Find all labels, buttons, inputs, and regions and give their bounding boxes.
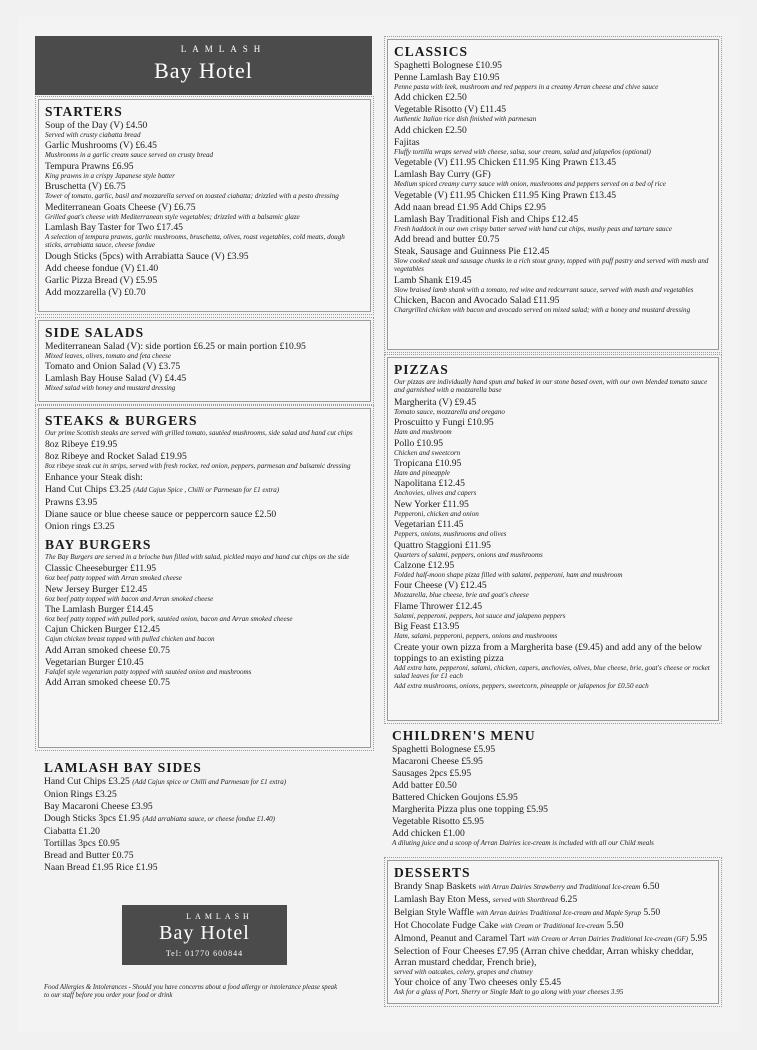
menu-item xyxy=(394,519,712,538)
menu-item-name: Pollo £10.95 xyxy=(394,437,444,449)
menu-item-extra: with Cream or Arran Dairies Traditional Ice-cream (GF) xyxy=(527,935,688,943)
menu-item xyxy=(394,642,712,681)
menu-item-description: Cajun chicken breast topped with pulled chicken and bacon xyxy=(45,635,215,644)
menu-item xyxy=(44,862,365,873)
menu-item-extra: (Add Cajun spice or Chilli and Parmesan for £1 extra) xyxy=(132,778,287,786)
menu-item xyxy=(45,563,364,582)
menu-item-name: Garlic Pizza Bread (V) £5.95 xyxy=(45,274,158,286)
menu-item-name: New Jersey Burger £12.45 xyxy=(45,583,148,595)
menu-item-name: Ciabatta £1.20 xyxy=(44,826,100,837)
menu-item xyxy=(45,341,364,360)
menu-item xyxy=(394,295,712,314)
menu-item xyxy=(394,92,712,103)
menu-item xyxy=(394,214,712,233)
starters-section xyxy=(38,99,371,312)
menu-item-name: Lamb Shank £19.45 xyxy=(394,274,472,286)
menu-item-description: Mushrooms in a garlic cream sauce served on crusty bread xyxy=(45,151,214,160)
side-salads-section xyxy=(38,320,371,402)
menu-item-name: Add chicken £2.50 xyxy=(394,92,467,104)
menu-item-name: Four Cheese (V) £12.45 xyxy=(394,580,487,592)
menu-item xyxy=(392,828,714,847)
menu-item-description: Anchovies, olives and capers xyxy=(394,489,477,498)
menu-item xyxy=(394,246,712,274)
menu-item-name: Vegetarian £11.45 xyxy=(394,519,464,531)
menu-item-name: Bruschetta (V) £6.75 xyxy=(45,181,126,193)
menu-item-description: Falafel style vegetarian patty topped with sautéed onion and mushrooms xyxy=(45,667,252,676)
menu-item-name: Vegetable (V) £11.95 Chicken £11.95 King Prawn £13.45 xyxy=(394,189,617,201)
childrens-heading: CHILDREN'S MENU xyxy=(392,728,536,743)
menu-item xyxy=(394,499,712,518)
menu-item-extra: with Arran dairies Traditional Ice-cream and Maple Syrup xyxy=(476,909,641,917)
menu-item xyxy=(45,624,364,643)
menu-item xyxy=(45,657,364,676)
menu-item xyxy=(392,780,714,791)
menu-item xyxy=(45,222,364,250)
menu-item xyxy=(45,497,364,508)
menu-item-name: Hand Cut Chips £3.25 (Add Cajun spice or Chilli and Parmesan for £1 extra) xyxy=(44,776,287,787)
menu-item xyxy=(45,439,364,450)
menu-item xyxy=(394,104,712,123)
menu-item-description: Add extra mushrooms, onions, peppers, sweetcorn, pineapple or jalapenos for £0.50 each xyxy=(394,681,649,690)
menu-item-name: Spaghetti Bolognese £5.95 xyxy=(392,744,496,755)
menu-item xyxy=(45,645,364,656)
menu-item-price: 5.50 xyxy=(606,920,624,931)
menu-item-name: Vegetable Risotto £5.95 xyxy=(392,816,484,827)
menu-item xyxy=(394,125,712,136)
menu-item xyxy=(394,60,712,71)
menu-item xyxy=(45,140,364,159)
menu-item-description: Folded half-moon shape pizza filled with salami, pepperoni, ham and mushroom xyxy=(394,571,623,580)
menu-item-name: Mediterranean Goats Cheese (V) £6.75 xyxy=(45,201,196,213)
menu-item xyxy=(45,161,364,180)
menu-item xyxy=(394,275,712,294)
logo-telephone: Tel: 01770 600844 xyxy=(165,949,244,958)
logo-bay-hotel-text: Bay Hotel xyxy=(154,58,253,83)
menu-item-name: Napolitana £12.45 xyxy=(394,478,465,490)
menu-item-name: Lamlash Bay Taster for Two £17.45 xyxy=(45,222,183,234)
menu-item-description: Penne pasta with leek, mushroom and red peppers in a creamy Arran cheese and chive sauce xyxy=(394,83,659,91)
menu-item-name: Vegetable (V) £11.95 Chicken £11.95 King Prawn £13.45 xyxy=(394,157,617,169)
menu-item-name: Calzone £12.95 xyxy=(394,560,455,572)
menu-item-description: A diluting juice and a scoop of Arran Dairies ice-cream is included with all our Child meals xyxy=(392,839,654,847)
menu-item-description: Slow braised lamb shank with a tomato, red wine and redcurrant sauce, served with mash and vegetables xyxy=(394,285,694,294)
menu-item-description: Chicken and sweetcorn xyxy=(394,448,461,457)
menu-item xyxy=(394,397,712,416)
menu-item-name: Selection of Four Cheeses £7.95 (Arran chive cheddar, Arran whisky cheddar, Arran mustard cheddar, French brie), xyxy=(394,946,694,968)
menu-item-extra: served with Shortbread xyxy=(492,896,558,904)
menu-item xyxy=(45,263,364,274)
menu-item-name: Sausages 2pcs £5.95 xyxy=(392,768,472,779)
menu-item-description: Add extra ham, pepperoni, salami, chicken, capers, anchovies, olives, blue cheese, brie, goat's cheese or rocket salad leaves for £1 each xyxy=(394,663,710,681)
hotel-logo-top xyxy=(35,36,372,95)
menu-item xyxy=(394,417,712,436)
menu-item-description: served with oatcakes, celery, grapes and chutney xyxy=(394,968,533,976)
hotel-logo-bottom xyxy=(122,905,287,965)
menu-item xyxy=(45,361,364,372)
menu-item-name: Lamlash Bay Traditional Fish and Chips £12.45 xyxy=(394,213,579,225)
menu-item-name: Almond, Peanut and Caramel Tart with Cream or Arran Dairies Traditional Ice-cream (GF) 5.95 xyxy=(394,933,708,944)
classics-section xyxy=(387,39,719,350)
menu-item-extra: with Arran Dairies Strawberry and Traditional Ice-cream xyxy=(478,883,641,891)
menu-item xyxy=(394,540,712,559)
menu-item-description: Fluffy tortilla wraps served with cheese, salsa, sour cream, salad and jalapeños (optional) xyxy=(394,147,651,156)
menu-item-extra: with Cream or Traditional Ice-cream xyxy=(500,922,605,930)
menu-item-name: Add chicken £1.00 xyxy=(392,828,465,839)
menu-item xyxy=(45,472,364,483)
menu-item xyxy=(44,813,365,825)
menu-item-name: Margherita Pizza plus one topping £5.95 xyxy=(392,804,548,815)
menu-item-description: Tomato sauce, mozzarella and oregano xyxy=(394,407,505,416)
menu-item xyxy=(44,801,365,812)
menu-item xyxy=(394,946,712,976)
menu-item xyxy=(45,287,364,298)
menu-item-name: The Lamlash Burger £14.45 xyxy=(45,604,153,616)
menu-item xyxy=(394,920,712,932)
logo-bottom-bay-hotel-text: Bay Hotel xyxy=(159,922,250,944)
menu-item-name: Lamlash Bay House Salad (V) £4.45 xyxy=(45,373,187,385)
menu-item-name: 8oz Ribeye and Rocket Salad £19.95 xyxy=(45,451,187,463)
menu-item-name: Naan Bread £1.95 Rice £1.95 xyxy=(44,862,158,873)
menu-item-name: Dough Sticks (5pcs) with Arrabiatta Sauce (V) £3.95 xyxy=(45,250,249,262)
menu-item-description: Authentic Italian rice dish finished with parmesan xyxy=(394,115,537,124)
menu-item xyxy=(394,682,712,690)
menu-item xyxy=(394,234,712,245)
menu-item xyxy=(45,484,364,496)
menu-item-description: Ham and pineapple xyxy=(394,469,450,478)
menu-item xyxy=(45,251,364,262)
menu-item-name: Tropicana £10.95 xyxy=(394,458,462,470)
menu-item-name: Your choice of any Two cheeses only £5.45 xyxy=(394,977,562,989)
burgers-intro: The Bay Burgers are served in a brioche bun filled with salad, pickled mayo and hand cut chips on the side xyxy=(45,552,350,561)
menu-item xyxy=(392,768,714,779)
menu-item xyxy=(44,826,365,837)
menu-item-description: Quarters of salami, peppers, onions and mushrooms xyxy=(394,550,543,559)
menu-item-name: Bread and Butter £0.75 xyxy=(44,850,134,861)
menu-item-name: Proscuitto y Fungi £10.95 xyxy=(394,417,494,429)
menu-item-description: Ham, salami, pepperoni, peppers, onions and mushrooms xyxy=(394,632,558,641)
menu-item-extra: (Add Cajun Spice , Chilli or Parmesan for £1 extra) xyxy=(133,485,280,494)
menu-item-name: Big Feast £13.95 xyxy=(394,621,460,633)
menu-item xyxy=(394,72,712,91)
menu-item-name: Add bread and butter £0.75 xyxy=(394,234,500,246)
menu-item-name: Create your own pizza from a Margherita base (£9.45) and add any of the below toppings to an existing pizza xyxy=(394,641,703,664)
burgers-heading: BAY BURGERS xyxy=(45,536,152,552)
menu-item xyxy=(45,373,364,392)
menu-item xyxy=(394,190,712,201)
desserts-heading: DESSERTS xyxy=(394,865,471,880)
menu-item xyxy=(392,744,714,755)
menu-item-name: Brandy Snap Baskets with Arran Dairies Strawberry and Traditional Ice-cream 6.50 xyxy=(394,881,660,892)
menu-item xyxy=(45,275,364,286)
menu-item xyxy=(394,137,712,156)
menu-item-name: Add batter £0.50 xyxy=(392,780,457,791)
menu-item-name: Garlic Mushrooms (V) £6.45 xyxy=(45,140,157,152)
menu-item-name: Add naan bread £1.95 Add Chips £2.95 xyxy=(394,201,546,213)
menu-item-name: Enhance your Steak dish: xyxy=(45,471,143,483)
menu-item-name: Spaghetti Bolognese £10.95 xyxy=(394,60,502,71)
menu-item-name: Macaroni Cheese £5.95 xyxy=(392,756,483,767)
menu-item-description: 8oz ribeye steak cut in strips, served with fresh rocket, red onion, peppers, parmesan and balsamic dressing xyxy=(45,462,351,471)
menu-item-name: Tempura Prawns £6.95 xyxy=(45,160,134,172)
menu-item-price: 6.50 xyxy=(642,881,660,892)
pizzas-heading: PIZZAS xyxy=(394,362,449,377)
menu-item xyxy=(394,621,712,640)
menu-item xyxy=(44,838,365,849)
menu-item-name: Diane sauce or blue cheese sauce or peppercorn sauce £2.50 xyxy=(45,508,277,520)
menu-item-description: Mozzarella, blue cheese, brie and goat's cheese xyxy=(394,591,529,600)
menu-item-name: Onion Rings £3.25 xyxy=(44,789,117,800)
menu-item-name: Prawns £3.95 xyxy=(45,496,98,508)
menu-item-name: Lamlash Bay Eton Mess, served with Shortbread 6.25 xyxy=(394,894,578,905)
menu-item-description: Mixed leaves, olives, tomato and feta cheese xyxy=(45,352,172,360)
bay-sides-section xyxy=(38,760,371,880)
menu-item-name: Onion rings £3.25 xyxy=(45,520,115,532)
menu-item xyxy=(394,601,712,620)
menu-item-name: Classic Cheeseburger £11.95 xyxy=(45,563,157,575)
menu-item-name: Hand Cut Chips £3.25 (Add Cajun Spice , Chilli or Parmesan for £1 extra) xyxy=(45,483,280,495)
menu-item-price: 5.95 xyxy=(690,933,708,944)
pizzas-section xyxy=(387,357,719,721)
menu-item-description: 6oz beef patty topped with Arran smoked cheese xyxy=(45,574,182,583)
menu-item-description: Pepperoni, chicken and onion xyxy=(394,509,479,518)
menu-item-name: New Yorker £11.95 xyxy=(394,498,469,510)
menu-item xyxy=(394,933,712,945)
menu-item xyxy=(45,181,364,200)
menu-item xyxy=(45,677,364,688)
menu-item-name: Dough Sticks 3pcs £1.95 (Add arrabiatta sauce, or cheese fondue £1.40) xyxy=(44,813,275,824)
menu-item-name: Add Arran smoked cheese £0.75 xyxy=(45,677,170,689)
starters-heading: STARTERS xyxy=(45,104,123,119)
menu-item xyxy=(394,202,712,213)
menu-item-name: Margherita (V) £9.45 xyxy=(394,396,477,408)
menu-item-description: Peppers, onions, mushrooms and olives xyxy=(394,530,507,539)
menu-item-description: King prawns in a crispy Japanese style batter xyxy=(45,171,175,180)
menu-item-description: Salami, pepperoni, peppers, hot sauce and jalapeno peppers xyxy=(394,611,566,620)
menu-item xyxy=(44,850,365,861)
menu-item xyxy=(392,756,714,767)
menu-item-name: 8oz Ribeye £19.95 xyxy=(45,439,118,451)
menu-item-description: Medium spiced creamy curry sauce with onion, mushrooms and peppers served on a bed of rice xyxy=(394,180,666,189)
menu-item xyxy=(45,584,364,603)
steaks-burgers-section xyxy=(38,408,371,748)
menu-item xyxy=(45,521,364,532)
menu-item-description: Mixed salad with honey and mustard dressing xyxy=(45,384,176,393)
menu-item-description: Grilled goat's cheese with Mediterranean style vegetables; drizzled with a balsamic glaze xyxy=(45,212,300,221)
menu-item xyxy=(394,157,712,168)
menu-item-description: Ham and mushroom xyxy=(394,428,452,437)
menu-item-name: Vegetarian Burger £10.45 xyxy=(45,656,144,668)
menu-item xyxy=(394,458,712,477)
menu-item-description: Ask for a glass of Port, Sherry or Single Malt to go along with your cheeses 3.95 xyxy=(394,988,624,997)
menu-item-price: 6.25 xyxy=(560,894,578,905)
menu-item-name: Mediterranean Salad (V): side portion £6.25 or main portion £10.95 xyxy=(45,341,306,352)
classics-heading: CLASSICS xyxy=(394,44,469,59)
menu-item-description: Tower of tomato, garlic, basil and mozzarella served on toasted ciabatta; drizzled with a pesto dressing xyxy=(45,192,339,201)
menu-item-name: Fajitas xyxy=(394,136,420,148)
menu-item-name: Vegetable Risotto (V) £11.45 xyxy=(394,104,507,116)
menu-item xyxy=(394,580,712,599)
allergy-footer: Food Allergies & Intolerances - Should you have concerns about a food allergy or intolerance please speak to our staff before you order your food or drink xyxy=(44,984,338,999)
menu-item xyxy=(394,907,712,919)
menu-item-description: A selection of tempura prawns, garlic mushrooms, bruschetta, olives, roast vegetables, cold meats, dough sticks, arrabiatta sauce, cheese fondue xyxy=(45,233,345,250)
menu-item xyxy=(394,438,712,457)
menu-item-name: Add Arran smoked cheese £0.75 xyxy=(45,644,170,656)
menu-item-description: Fresh haddock in our own crispy batter served with hand cut chips, mushy peas and tartare sauce xyxy=(394,224,672,233)
menu-item xyxy=(392,804,714,815)
side-salads-heading: SIDE SALADS xyxy=(45,325,145,340)
menu-item-name: Hot Chocolate Fudge Cake with Cream or Traditional Ice-cream 5.50 xyxy=(394,920,624,931)
menu-item xyxy=(45,202,364,221)
menu-item xyxy=(44,789,365,800)
menu-item-name: Add chicken £2.50 xyxy=(394,124,467,136)
menu-item xyxy=(394,881,712,893)
menu-item xyxy=(392,816,714,827)
logo-bottom-lamlash-text: LAMLASH xyxy=(186,912,253,921)
menu-item-name: Cajun Chicken Burger £12.45 xyxy=(45,624,160,636)
menu-item xyxy=(45,120,364,139)
steaks-intro: Our prime Scottish steaks are served with grilled tomato, sautéed mushrooms, side salad and hand cut chips xyxy=(45,429,353,437)
menu-item-description: Chargrilled chicken with bacon and avocado served on mixed salad; with a honey and mustard dressing xyxy=(394,306,691,315)
menu-item-name: Penne Lamlash Bay £10.95 xyxy=(394,72,500,83)
menu-item-name: Add cheese fondue (V) £1.40 xyxy=(45,262,159,274)
menu-item xyxy=(394,169,712,188)
menu-item-name: Soup of the Day (V) £4.50 xyxy=(45,120,148,131)
menu-item-price: 5.50 xyxy=(643,907,661,918)
menu-item xyxy=(394,894,712,906)
menu-item-description: 6oz beef patty topped with pulled pork, sautéed onion, bacon and Arran smoked cheese xyxy=(45,615,293,624)
menu-item-name: Bay Macaroni Cheese £3.95 xyxy=(44,801,153,812)
menu-item-name: Tortillas 3pcs £0.95 xyxy=(44,838,120,849)
menu-item-extra: (Add arrabiatta sauce, or cheese fondue £1.40) xyxy=(142,815,275,823)
menu-item xyxy=(394,977,712,996)
menu-item-name: Flame Thrower £12.45 xyxy=(394,600,483,612)
menu-item xyxy=(394,478,712,497)
menu-item xyxy=(392,792,714,803)
logo-lamlash-text: LAMLASH xyxy=(180,44,267,54)
menu-item xyxy=(44,776,365,788)
menu-item xyxy=(394,560,712,579)
desserts-section xyxy=(387,860,719,1004)
menu-item-name: Lamlash Bay Curry (GF) xyxy=(394,169,491,181)
bay-sides-heading: LAMLASH BAY SIDES xyxy=(44,760,202,775)
menu-item-name: Add mozzarella (V) £0.70 xyxy=(45,286,146,298)
menu-item xyxy=(45,509,364,520)
childrens-menu-section xyxy=(386,728,720,854)
menu-item-name: Chicken, Bacon and Avocado Salad £11.95 xyxy=(394,295,560,307)
menu-item-name: Belgian Style Waffle with Arran dairies Traditional Ice-cream and Maple Syrup 5.50 xyxy=(394,907,661,918)
menu-item-name: Battered Chicken Goujons £5.95 xyxy=(392,792,518,803)
menu-item xyxy=(45,451,364,470)
menu-item-name: Tomato and Onion Salad (V) £3.75 xyxy=(45,361,181,373)
menu-item-name: Steak, Sausage and Guinness Pie £12.45 xyxy=(394,246,550,258)
steaks-heading: STEAKS & BURGERS xyxy=(45,413,198,428)
menu-item-description: Served with crusty ciabatta bread xyxy=(45,131,141,139)
menu-item-name: Quattro Staggioni £11.95 xyxy=(394,539,491,551)
menu-item xyxy=(45,604,364,623)
pizzas-intro: Our pizzas are individually hand spun and baked in our stone based oven, with our own blended tomato sauce and garnished with a mozzarella base xyxy=(394,378,708,395)
menu-item-description: Slow cooked steak and sausage chunks in a rich stout gravy, topped with puff pastry and served with mash and vegetables xyxy=(394,257,709,274)
menu-item-description: 6oz beef patty topped with bacon and Arran smoked cheese xyxy=(45,594,214,603)
